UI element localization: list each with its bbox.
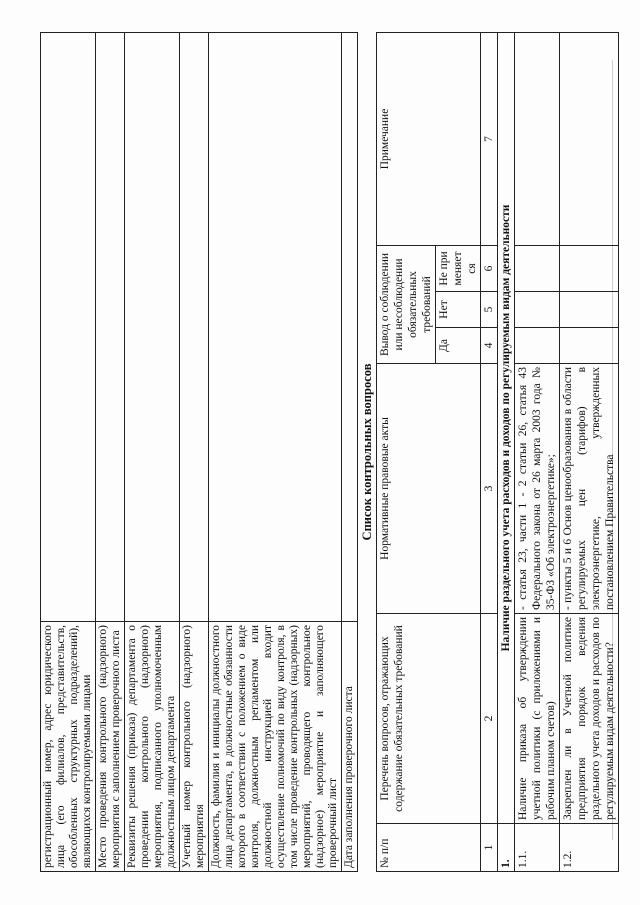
info-value (41, 33, 96, 622)
info-label: Место проведения контрольного (надзорного) мероприятия с заполнением проверочного листа (96, 622, 125, 872)
row-act: - пункты 5 и 6 Основ ценообразования в области регулируемых цен (тарифов) в электроэнергетике, утвержденных постановлением Правительства (560, 364, 619, 614)
rotated-document (40, 32, 616, 872)
row-num: 1.1. (515, 824, 560, 872)
info-label: регистрационный номер, адрес юридического лица (его филиалов, представительств, обособленных структурных подразделений), являющихся контролируемыми лицами (41, 622, 96, 872)
header-num: № п/п (377, 824, 481, 872)
header-no: Нет (436, 292, 481, 328)
row-act: - статья 23, части 1 - 2 статьи 26, статья 43 Федерального закона от 26 марта 2003 года № 35-ФЗ «Об электроэнергетике»; (515, 364, 560, 614)
col-number: 4 (481, 328, 498, 364)
col-number: 3 (481, 364, 498, 614)
row-question: Наличие приказа об утверждении учетной политики (с приложениями и рабочим планом счетов) (515, 614, 560, 824)
col-number: 2 (481, 614, 498, 824)
header-row (377, 33, 436, 872)
header-yes: Да (436, 328, 481, 364)
row-no-cell[interactable] (515, 292, 560, 328)
info-label: Реквизиты решения (приказа) департамента о проведении контрольного (надзорного) мероприятия, подписанного уполномоченным должностным лицом департамента (125, 622, 180, 872)
info-value (180, 33, 209, 622)
row-note-cell[interactable] (560, 33, 619, 246)
table-row (515, 33, 560, 872)
col-number: 1 (481, 824, 498, 872)
section-row (498, 33, 515, 872)
list-title: Список контрольных вопросов (360, 363, 374, 541)
info-label: Дата заполнения проверочного листа (342, 622, 358, 872)
info-value (96, 33, 125, 622)
header-acts: Нормативные правовые акты (377, 364, 481, 614)
row-question: Закреплен ли в Учетной политике предприятия порядок ведения раздельного учета доходов и расходов по регулируемым видам деятельности? (560, 614, 619, 824)
header-note: Примечание (377, 33, 481, 246)
info-row (96, 33, 125, 872)
info-value (125, 33, 180, 622)
info-label: Учетный номер контрольного (надзорного) мероприятия (180, 622, 209, 872)
info-value (209, 33, 342, 622)
header-questions: Перечень вопросов, отражающих содержание обязательных требований (377, 614, 481, 824)
section-num: 1. (498, 824, 515, 872)
row-na-cell[interactable] (560, 245, 619, 291)
info-value (342, 33, 358, 622)
info-row (125, 33, 180, 872)
col-number: 6 (481, 245, 498, 291)
section-title: Наличие раздельного учета расходов и доходов по регулируемым видам деятельности (498, 33, 515, 824)
row-no-cell[interactable] (560, 292, 619, 328)
info-row (41, 33, 96, 872)
header-conclusion: Вывод о соблюдении или несоблюдении обязательных требований (377, 245, 436, 363)
column-number-row (481, 33, 498, 872)
row-yes-cell[interactable] (515, 328, 560, 364)
row-note-cell[interactable] (515, 33, 560, 246)
row-na-cell[interactable] (515, 245, 560, 291)
row-yes-cell[interactable] (560, 328, 619, 364)
row-num: 1.2. (560, 824, 619, 872)
info-row (209, 33, 342, 872)
header-na: Не применяется (436, 245, 481, 291)
info-row (342, 33, 358, 872)
table-row (560, 33, 619, 872)
questions-table (376, 32, 619, 872)
col-number: 5 (481, 292, 498, 328)
info-label: Должность, фамилия и инициалы должностного лица департамента, в должностные обязанности которого в соответствии с положением о виде контроля, должностным регламентом или должностной инструкцией входит осуществление полномочий по виду контроля, в том числе проведение контрольных (надзорных) мероприятий, проводящего контрольное (надзорное) мероприятие и заполняющего проверочный лист (209, 622, 342, 872)
info-row (180, 33, 209, 872)
col-number: 7 (481, 33, 498, 246)
info-table (40, 32, 358, 872)
